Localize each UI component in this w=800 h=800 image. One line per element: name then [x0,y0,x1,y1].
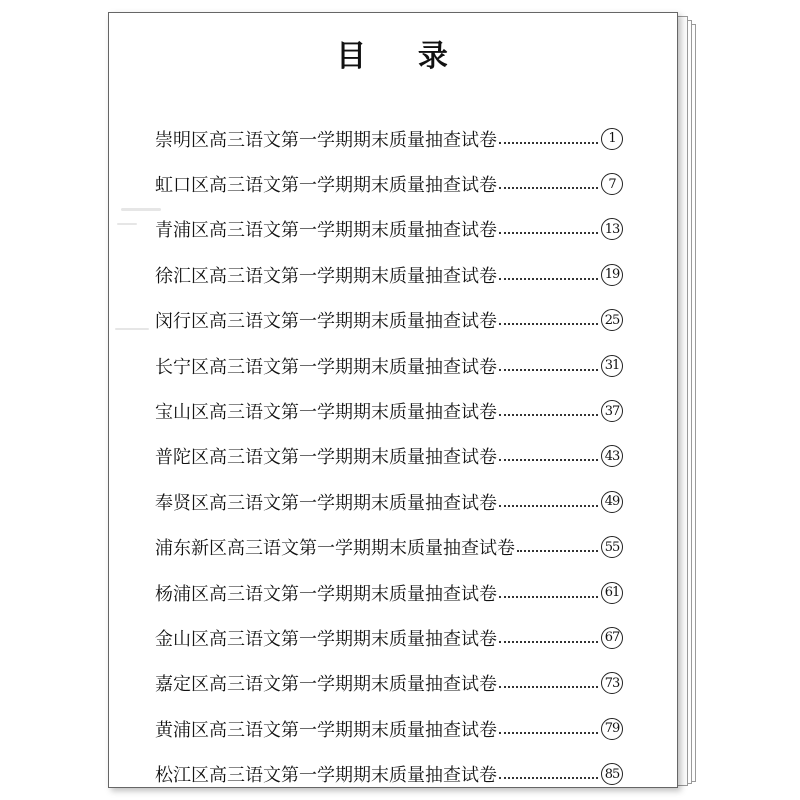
dot-leader [499,187,598,189]
toc-entry-title: 嘉定区高三语文第一学期期末质量抽查试卷 [155,674,497,696]
table-of-contents [155,116,623,797]
contents-page [108,12,678,788]
toc-page-number: 85 [601,763,623,785]
toc-page-number: 7 [601,173,623,195]
toc-entry-title: 徐汇区高三语文第一学期期末质量抽查试卷 [155,265,497,287]
toc-page-number: 25 [601,309,623,331]
toc-entry-title: 奉贤区高三语文第一学期期末质量抽查试卷 [155,492,497,514]
toc-entry[interactable] [155,116,623,161]
toc-entry[interactable] [155,434,623,479]
toc-entry-title: 青浦区高三语文第一学期期末质量抽查试卷 [155,220,497,242]
toc-entry[interactable] [155,615,623,660]
toc-entry-title: 虹口区高三语文第一学期期末质量抽查试卷 [155,175,497,197]
toc-page-number: 19 [601,264,623,286]
toc-entry[interactable] [155,298,623,343]
toc-page-number: 55 [601,536,623,558]
toc-page-number: 13 [601,218,623,240]
toc-entry-title: 闵行区高三语文第一学期期末质量抽查试卷 [155,311,497,333]
toc-entry-title: 松江区高三语文第一学期期末质量抽查试卷 [155,765,497,787]
dot-leader [499,323,598,325]
toc-entry[interactable] [155,570,623,615]
toc-page-number: 49 [601,491,623,513]
toc-page-number: 31 [601,355,623,377]
dot-leader [499,278,598,280]
dot-leader [499,459,598,461]
toc-entry[interactable] [155,661,623,706]
toc-entry-title: 金山区高三语文第一学期期末质量抽查试卷 [155,628,497,650]
dot-leader [499,414,598,416]
toc-entry-title: 崇明区高三语文第一学期期末质量抽查试卷 [155,129,497,151]
toc-entry-title: 杨浦区高三语文第一学期期末质量抽查试卷 [155,583,497,605]
dot-leader [499,732,598,734]
toc-entry[interactable] [155,343,623,388]
toc-entry[interactable] [155,525,623,570]
scan-mark [117,223,137,225]
toc-page-number: 37 [601,400,623,422]
toc-entry[interactable] [155,252,623,297]
dot-leader [499,142,598,144]
toc-entry[interactable] [155,161,623,206]
page-title: 目 录 [336,39,450,74]
toc-page-number: 67 [601,627,623,649]
dot-leader [499,232,598,234]
dot-leader [499,505,598,507]
toc-page-number: 61 [601,582,623,604]
toc-page-number: 1 [601,128,623,150]
toc-entry[interactable] [155,751,623,796]
toc-entry[interactable] [155,388,623,433]
toc-entry-title: 宝山区高三语文第一学期期末质量抽查试卷 [155,402,497,424]
dot-leader [499,777,598,779]
dot-leader [499,596,598,598]
toc-page-number: 73 [601,672,623,694]
toc-entry-title: 浦东新区高三语文第一学期期末质量抽查试卷 [155,538,515,560]
dot-leader [499,686,598,688]
toc-page-number: 43 [601,445,623,467]
toc-page-number: 79 [601,718,623,740]
toc-entry[interactable] [155,207,623,252]
scan-mark [115,328,149,330]
toc-entry-title: 黄浦区高三语文第一学期期末质量抽查试卷 [155,719,497,741]
dot-leader [499,641,598,643]
dot-leader [517,550,598,552]
toc-entry-title: 长宁区高三语文第一学期期末质量抽查试卷 [155,356,497,378]
toc-entry[interactable] [155,706,623,751]
dot-leader [499,369,598,371]
toc-entry[interactable] [155,479,623,524]
toc-entry-title: 普陀区高三语文第一学期期末质量抽查试卷 [155,447,497,469]
